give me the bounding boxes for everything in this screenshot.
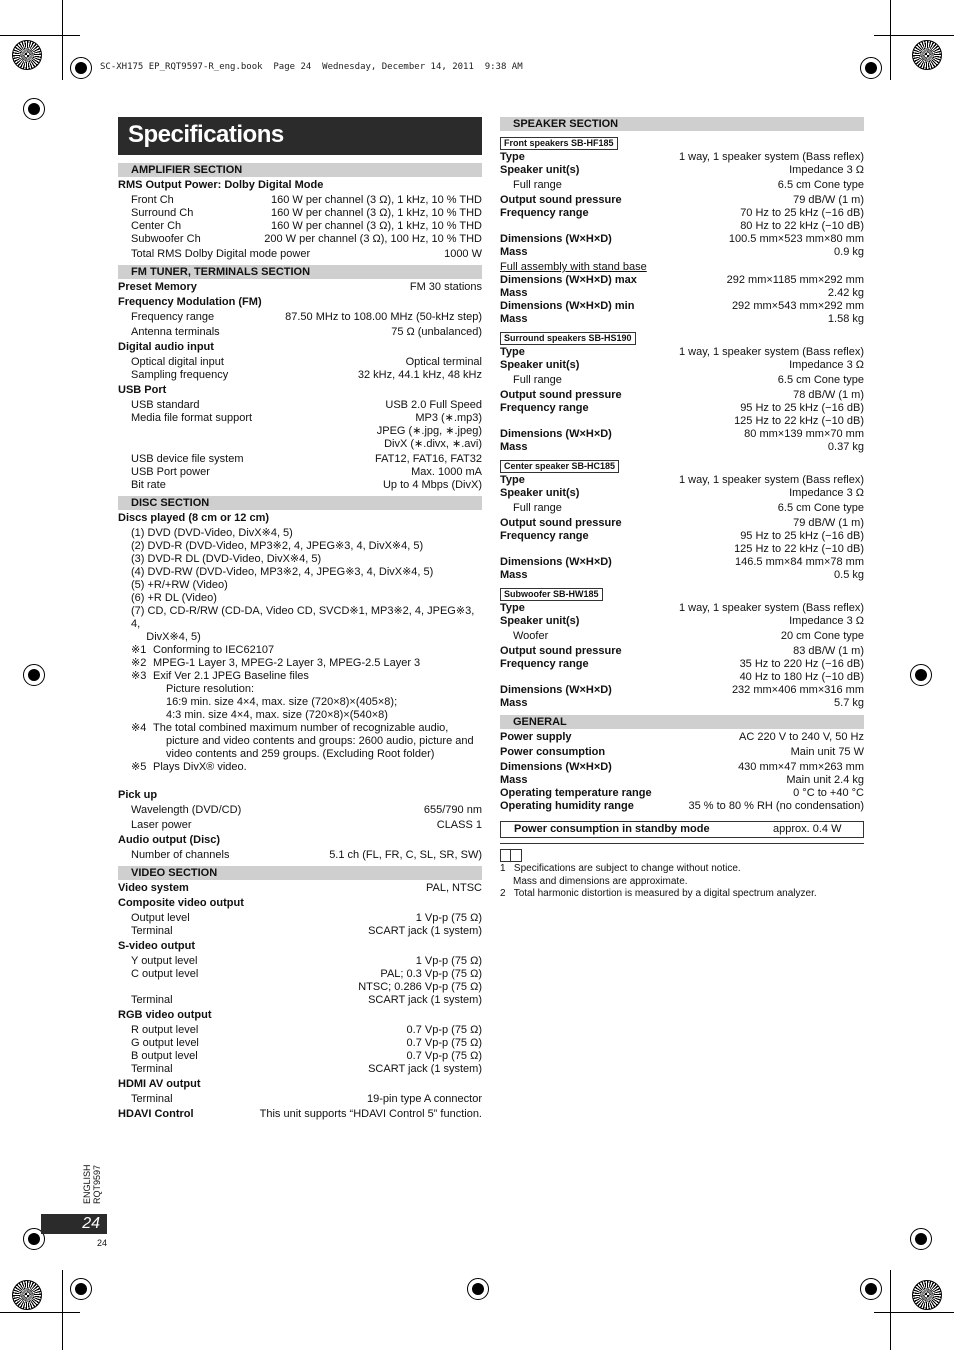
spec-row: Output sound pressure 78 dB/W (1 m) xyxy=(500,389,864,401)
list-item: DivX※4, 5) xyxy=(131,631,201,643)
spec-row: Mass 2.42 kg xyxy=(500,287,864,299)
registration-mark xyxy=(910,1228,932,1250)
subwoofer-tag: Subwoofer SB-HW185 xyxy=(500,588,603,601)
spec-row: Output level 1 Vp-p (75 Ω) xyxy=(131,912,482,924)
spec-row: Optical digital input Optical terminal xyxy=(131,356,482,368)
spec-row: Surround Ch 160 W per channel (3 Ω), 1 kHz, 10 % THD xyxy=(131,207,482,219)
spec-row: Output sound pressure 83 dB/W (1 m) xyxy=(500,645,864,657)
audio-output-heading: Audio output (Disc) xyxy=(118,834,221,846)
pickup-heading: Pick up xyxy=(118,789,158,801)
spec-row: Full range 6.5 cm Cone type xyxy=(513,179,864,191)
spec-row: DivX (∗.divx, ∗.avi) xyxy=(384,438,482,450)
list-item: (7) CD, CD-R/RW (CD-DA, Video CD, SVCD※1, MP3※2, 4, JPEG※3, 4, xyxy=(131,605,475,630)
spec-row: USB device file system FAT12, FAT16, FAT32 xyxy=(131,453,482,465)
spec-row: Subwoofer Ch 200 W per channel (3 Ω), 100 Hz, 10 % THD xyxy=(131,233,482,245)
left-column xyxy=(118,161,482,1121)
spec-row: Center Ch 160 W per channel (3 Ω), 1 kHz, 10 % THD xyxy=(131,220,482,232)
spec-row: Dimensions (W×H×D) 232 mm×406 mm×316 mm xyxy=(500,684,864,696)
spec-row: Mass 0.5 kg xyxy=(500,569,864,581)
spec-row: Dimensions (W×H×D) max 292 mm×1185 mm×292 mm xyxy=(500,274,864,286)
video-section-heading: VIDEO SECTION xyxy=(118,866,482,880)
general-section-heading: GENERAL xyxy=(500,715,864,729)
footnote: ※4 The total combined maximum number of recognizable audio, xyxy=(131,722,449,734)
crop-line xyxy=(62,0,63,80)
spec-row: Frequency range 35 Hz to 220 Hz (−16 dB) xyxy=(500,658,864,670)
registration-mark xyxy=(70,1278,92,1300)
discs-played-heading: Discs played (8 cm or 12 cm) xyxy=(118,512,270,524)
crop-line xyxy=(874,35,954,36)
rgb-heading: RGB video output xyxy=(118,1009,212,1021)
spec-row: Type 1 way, 1 speaker system (Bass reflex) xyxy=(500,474,864,486)
file-header: SC-XH175 EP_RQT9597-R_eng.book Page 24 Wednesday, December 14, 2011 9:38 AM xyxy=(100,62,523,72)
spec-row: Dimensions (W×H×D) 80 mm×139 mm×70 mm xyxy=(500,428,864,440)
spec-row: Terminal SCART jack (1 system) xyxy=(131,1063,482,1075)
spec-row: Operating temperature range 0 °C to +40 °C xyxy=(500,787,864,799)
spec-row: Full range 6.5 cm Cone type xyxy=(513,374,864,386)
registration-mark xyxy=(23,664,45,686)
crop-line xyxy=(0,35,80,36)
spec-row: Bit rate Up to 4 Mbps (DivX) xyxy=(131,479,482,491)
notes-block xyxy=(500,843,864,901)
assembly-heading: Full assembly with stand base xyxy=(500,261,647,273)
disc-section-heading: DISC SECTION xyxy=(118,496,482,510)
spec-row: Speaker unit(s) Impedance 3 Ω xyxy=(500,487,864,499)
page-number-small: 24 xyxy=(97,1238,108,1248)
note-2: 2 Total harmonic distortion is measured by a digital spectrum analyzer. xyxy=(500,888,817,899)
registration-mark xyxy=(467,1278,489,1300)
standby-value: approx. 0.4 W xyxy=(773,823,842,835)
spec-row: Full range 6.5 cm Cone type xyxy=(513,502,864,514)
hdmi-heading: HDMI AV output xyxy=(118,1078,201,1090)
spec-row: Frequency range 95 Hz to 25 kHz (−16 dB) xyxy=(500,402,864,414)
disc-list xyxy=(118,527,482,644)
note-1: 1 Specifications are subject to change without notice. xyxy=(500,863,741,874)
fm-heading: Frequency Modulation (FM) xyxy=(118,296,262,308)
registration-mark xyxy=(860,1278,882,1300)
registration-mark xyxy=(70,57,92,79)
spec-row: Video system PAL, NTSC xyxy=(118,882,482,894)
standby-label: Power consumption in standby mode xyxy=(514,823,710,835)
spec-row: Output sound pressure 79 dB/W (1 m) xyxy=(500,194,864,206)
footnote: picture and video contents and groups: 2600 audio, picture and xyxy=(166,735,474,747)
spec-row: Speaker unit(s) Impedance 3 Ω xyxy=(500,615,864,627)
footnote: ※5 Plays DivX® video. xyxy=(131,761,247,773)
registration-mark xyxy=(860,57,882,79)
spec-row: Mass 0.37 kg xyxy=(500,441,864,453)
spec-row: G output level 0.7 Vp-p (75 Ω) xyxy=(131,1037,482,1049)
page-title: Specifications xyxy=(128,121,284,148)
spec-row: Speaker unit(s) Impedance 3 Ω xyxy=(500,164,864,176)
spec-row: Terminal SCART jack (1 system) xyxy=(131,925,482,937)
page-number: 24 xyxy=(82,1215,100,1232)
spec-row: Preset Memory FM 30 stations xyxy=(118,281,482,293)
spec-row: Power consumption Main unit 75 W xyxy=(500,746,864,758)
footnote: 16:9 min. size 4×4, max. size (720×8)×(405×8); xyxy=(166,696,398,708)
speaker-section-heading: SPEAKER SECTION xyxy=(500,117,864,131)
spec-row: Laser power CLASS 1 xyxy=(131,819,482,831)
front-speakers-tag: Front speakers SB-HF185 xyxy=(500,137,618,150)
spec-row: Type 1 way, 1 speaker system (Bass reflex) xyxy=(500,602,864,614)
language-label: ENGLISH xyxy=(82,1164,92,1204)
footnote: 4:3 min. size 4×4, max. size (720×8)×(540×8) xyxy=(166,709,388,721)
spec-row: Mass Main unit 2.4 kg xyxy=(500,774,864,786)
footnote: video contents and 259 groups. (Excluding Root folder) xyxy=(166,748,435,760)
color-target xyxy=(912,1280,942,1310)
document-code: RQT9597 xyxy=(92,1164,102,1204)
spec-row: NTSC; 0.286 Vp-p (75 Ω) xyxy=(358,981,482,993)
spec-row: Type 1 way, 1 speaker system (Bass reflex) xyxy=(500,151,864,163)
list-item: (6) +R DL (Video) xyxy=(131,592,217,604)
spec-row: USB Port power Max. 1000 mA xyxy=(131,466,482,478)
side-label xyxy=(82,1164,102,1204)
spec-row: 40 Hz to 180 Hz (−10 dB) xyxy=(739,671,864,683)
spec-row: Terminal SCART jack (1 system) xyxy=(131,994,482,1006)
svideo-heading: S-video output xyxy=(118,940,195,952)
color-target xyxy=(912,40,942,70)
spec-row: Number of channels 5.1 ch (FL, FR, C, SL, SR, SW) xyxy=(131,849,482,861)
footnote: Picture resolution: xyxy=(166,683,255,695)
spec-row: 80 Hz to 22 kHz (−10 dB) xyxy=(740,220,864,232)
composite-heading: Composite video output xyxy=(118,897,244,909)
spec-row: Frequency range 95 Hz to 25 kHz (−16 dB) xyxy=(500,530,864,542)
spec-row: Terminal 19-pin type A connector xyxy=(131,1093,482,1105)
footnote: ※2 MPEG-1 Layer 3, MPEG-2 Layer 3, MPEG-2.5 Layer 3 xyxy=(131,657,421,669)
standby-power-box xyxy=(500,821,864,838)
spec-row: B output level 0.7 Vp-p (75 Ω) xyxy=(131,1050,482,1062)
color-target xyxy=(12,1280,42,1310)
spec-row: Dimensions (W×H×D) 100.5 mm×523 mm×80 mm xyxy=(500,233,864,245)
crop-line xyxy=(0,1312,80,1313)
spec-row: Power supply AC 220 V to 240 V, 50 Hz xyxy=(500,731,864,743)
spec-row: Frequency range 70 Hz to 25 kHz (−16 dB) xyxy=(500,207,864,219)
crop-line xyxy=(62,1270,63,1350)
spec-row: Output sound pressure 79 dB/W (1 m) xyxy=(500,517,864,529)
spec-row: Wavelength (DVD/CD) 655/790 nm xyxy=(131,804,482,816)
digital-audio-heading: Digital audio input xyxy=(118,341,214,353)
spec-row: JPEG (∗.jpg, ∗.jpeg) xyxy=(376,425,482,437)
page-title-bar xyxy=(118,117,482,155)
spec-row: Mass 5.7 kg xyxy=(500,697,864,709)
crop-line xyxy=(874,1312,954,1313)
spec-row: Total RMS Dolby Digital mode power 1000 W xyxy=(131,248,482,260)
spec-row: Sampling frequency 32 kHz, 44.1 kHz, 48 kHz xyxy=(131,369,482,381)
spec-row: C output level PAL; 0.3 Vp-p (75 Ω) xyxy=(131,968,482,980)
spec-row: Operating humidity range 35 % to 80 % RH (no condensation) xyxy=(500,800,864,812)
footnote: ※3 Exif Ver 2.1 JPEG Baseline files xyxy=(131,670,309,682)
spec-row: 125 Hz to 22 kHz (−10 dB) xyxy=(734,415,864,427)
surround-speakers-tag: Surround speakers SB-HS190 xyxy=(500,332,636,345)
spec-row: USB standard USB 2.0 Full Speed xyxy=(131,399,482,411)
spec-row: Type 1 way, 1 speaker system (Bass reflex) xyxy=(500,346,864,358)
list-item: (3) DVD-R DL (DVD-Video, DivX※4, 5) xyxy=(131,553,322,565)
rms-heading: RMS Output Power: Dolby Digital Mode xyxy=(118,179,324,191)
list-item: (5) +R/+RW (Video) xyxy=(131,579,228,591)
fm-section-heading: FM TUNER, TERMINALS SECTION xyxy=(118,265,482,279)
spec-row: 125 Hz to 22 kHz (−10 dB) xyxy=(734,543,864,555)
book-icon xyxy=(500,849,522,862)
list-item: (4) DVD-RW (DVD-Video, MP3※2, 4, JPEG※3, 4, DivX※4, 5) xyxy=(131,566,434,578)
spec-row: Woofer 20 cm Cone type xyxy=(513,630,864,642)
crop-line xyxy=(890,1270,891,1350)
spec-row: Speaker unit(s) Impedance 3 Ω xyxy=(500,359,864,371)
spec-row: Dimensions (W×H×D) 430 mm×47 mm×263 mm xyxy=(500,761,864,773)
spec-row: Front Ch 160 W per channel (3 Ω), 1 kHz, 10 % THD xyxy=(131,194,482,206)
list-item: (2) DVD-R (DVD-Video, MP3※2, 4, JPEG※3, 4, DivX※4, 5) xyxy=(131,540,424,552)
amplifier-section-heading: AMPLIFIER SECTION xyxy=(118,163,482,177)
right-column xyxy=(500,117,864,901)
color-target xyxy=(12,40,42,70)
registration-mark xyxy=(910,664,932,686)
spec-row: Antenna terminals 75 Ω (unbalanced) xyxy=(131,326,482,338)
spec-row: Y output level 1 Vp-p (75 Ω) xyxy=(131,955,482,967)
usb-heading: USB Port xyxy=(118,384,167,396)
spec-row: Mass 1.58 kg xyxy=(500,313,864,325)
page-number-box xyxy=(41,1214,107,1234)
crop-line xyxy=(890,0,891,80)
spec-row: Dimensions (W×H×D) min 292 mm×543 mm×292 mm xyxy=(500,300,864,312)
spec-row: HDAVI Control This unit supports “HDAVI Control 5” function. xyxy=(118,1108,482,1120)
spec-row: Dimensions (W×H×D) 146.5 mm×84 mm×78 mm xyxy=(500,556,864,568)
spec-row: R output level 0.7 Vp-p (75 Ω) xyxy=(131,1024,482,1036)
note-1b: Mass and dimensions are approximate. xyxy=(513,875,688,887)
registration-mark xyxy=(23,98,45,120)
center-speaker-tag: Center speaker SB-HC185 xyxy=(500,460,619,473)
spec-row: Media file format support MP3 (∗.mp3) xyxy=(131,412,482,424)
spec-row: Mass 0.9 kg xyxy=(500,246,864,258)
list-item: (1) DVD (DVD-Video, DivX※4, 5) xyxy=(131,527,293,539)
footnote: ※1 Conforming to IEC62107 xyxy=(131,644,275,656)
spec-row: Frequency range 87.50 MHz to 108.00 MHz (50-kHz step) xyxy=(131,311,482,323)
